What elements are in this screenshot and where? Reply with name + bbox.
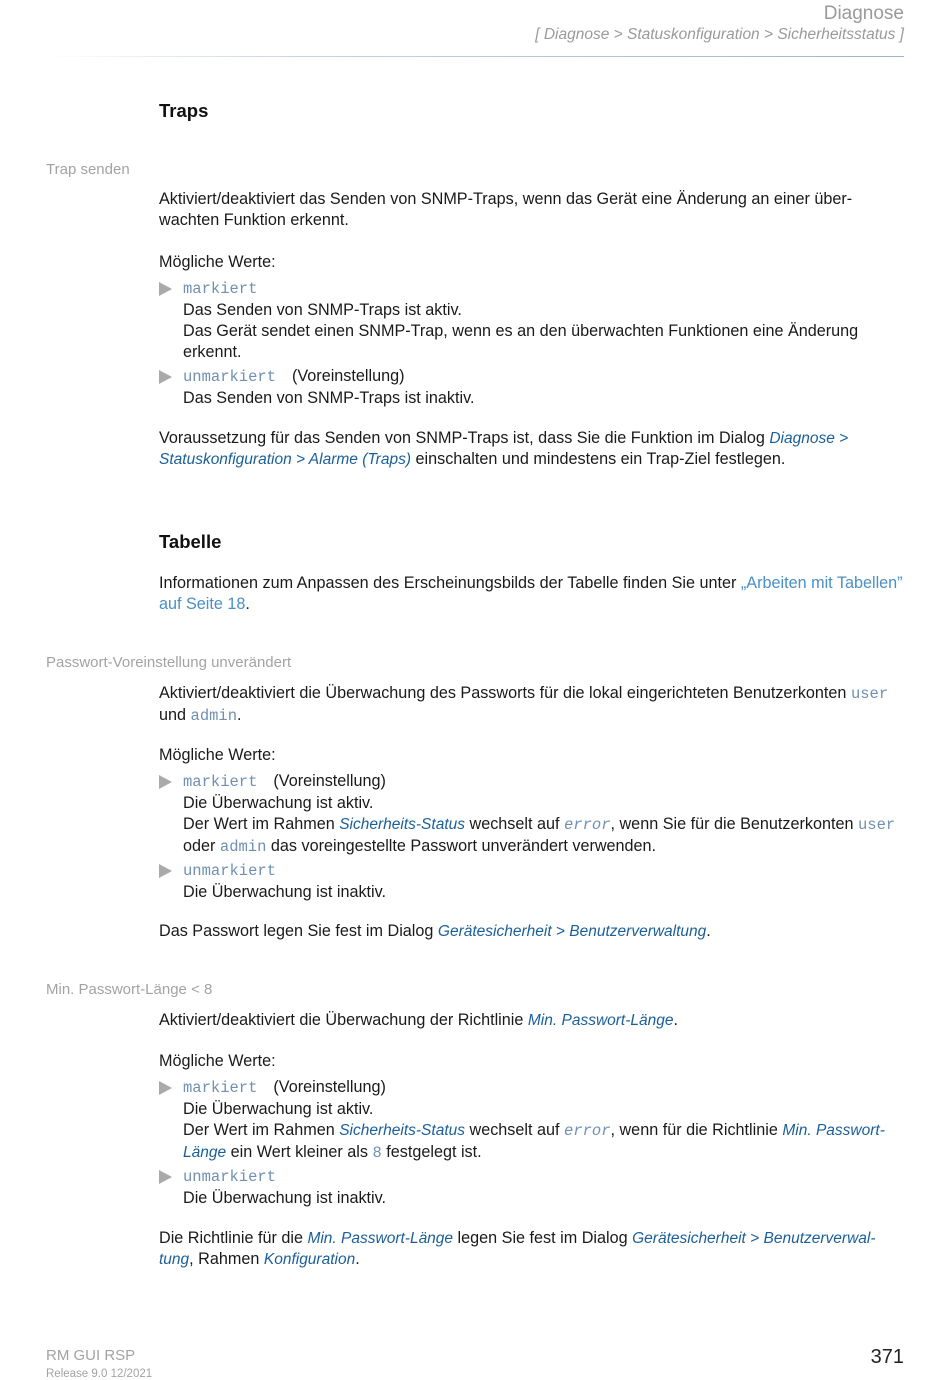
header-divider [46,56,904,57]
bullet-triangle-icon [159,1170,172,1184]
list-item [159,1166,904,1209]
pw-length-footer: Die Richtlinie für die Min. Passwort-Länge legen Sie fest im Dialog Gerätesicherheit > Benutzerverwal-tung, Rahmen Konfiguration. [159,1229,876,1268]
dialog-path-alarme: Alarme (Traps) [308,451,411,468]
value-description: Das Senden von SNMP-Traps ist inaktiv. [183,389,475,407]
trap-intro: Aktiviert/deaktiviert das Senden von SNMP-Traps, wenn das Gerät eine Änderung an einer über-wachten Funktion erkennt. [159,190,853,229]
header-title: Diagnose [823,3,904,24]
value-code: unmarkiert [183,368,277,386]
link-arbeiten-mit-tabellen[interactable]: „Arbeiten mit Tabellen” auf Seite 18 [159,574,903,613]
dialog-path: Diagnose > Statuskonfiguration > [159,430,849,468]
value-code: markiert [183,280,258,298]
pw-length-intro: Aktiviert/deaktiviert die Überwachung der Richtlinie Min. Passwort-Länge. [159,1011,678,1029]
possible-values-label: Mögliche Werte: [159,1052,276,1070]
list-item [159,860,904,903]
possible-values-label: Mögliche Werte: [159,253,276,271]
default-note: (Voreinstellung) [273,1078,386,1096]
value-code: unmarkiert [183,1168,277,1186]
footer-release: Release 9.0 12/2021 [46,1368,153,1380]
list-item [159,278,904,363]
bullet-triangle-icon [159,1081,172,1095]
value-description: Die Überwachung ist inaktiv. [183,883,387,901]
section-heading-tabelle: Tabelle [159,531,222,552]
breadcrumb: [ Diagnose > Statuskonfiguration > Sicherheitsstatus ] [535,26,904,43]
value-description: Der Wert im Rahmen Sicherheits-Status wechselt auf error, wenn Sie für die Benutzerkonten user oder admin das voreingestellte Passwort unverändert verwenden. [183,815,896,856]
bullet-triangle-icon [159,775,172,789]
value-description: Das Gerät sendet einen SNMP-Trap, wenn es an den überwachten Funktionen eine Änderung erkennt. [183,322,859,361]
pw-unchanged-intro: Aktiviert/deaktiviert die Überwachung des Passworts für die lokal eingerichteten Benutzerkonten user und admin. [159,684,889,725]
dialog-path: Gerätesicherheit > Benutzerverwal-tung [159,1230,876,1268]
value-description: Der Wert im Rahmen Sicherheits-Status wechselt auf error, wenn für die Richtlinie Min. Passwort-Länge ein Wert kleiner als 8 festgelegt ist. [183,1121,885,1162]
list-item [159,1077,904,1164]
value-description: Die Überwachung ist inaktiv. [183,1189,387,1207]
value-description: Die Überwachung ist aktiv. [183,794,374,812]
default-note: (Voreinstellung) [292,367,405,385]
footer-document-name: RM GUI RSP [46,1347,136,1364]
trap-prerequisite: Voraussetzung für das Senden von SNMP-Traps ist, dass Sie die Funktion im Dialog Diagnose > Statuskonfiguration > Alarme (Traps) einschalten und mindestens ein Trap-Ziel festlegen. [159,429,849,468]
bullet-triangle-icon [159,370,172,384]
section-heading-traps: Traps [159,100,209,121]
bullet-triangle-icon [159,864,172,878]
bullet-triangle-icon [159,282,172,296]
value-description: Das Senden von SNMP-Traps ist aktiv. [183,301,462,319]
dialog-path: Gerätesicherheit > Benutzerverwaltung [437,923,707,940]
list-item [159,366,904,409]
param-label-min-passwort-laenge: Min. Passwort-Länge < 8 [46,981,213,998]
param-label-passwort-voreinstellung: Passwort-Voreinstellung unverändert [46,654,292,671]
default-note: (Voreinstellung) [273,772,386,790]
value-description: Die Überwachung ist aktiv. [183,1100,374,1118]
value-code: markiert [183,1079,258,1097]
possible-values-label: Mögliche Werte: [159,746,276,764]
value-code: markiert [183,773,258,791]
page-number: 371 [870,1346,904,1368]
tabelle-info: Informationen zum Anpassen des Erscheinungsbilds der Tabelle finden Sie unter „Arbeiten mit Tabellen” auf Seite 18. [159,574,903,613]
param-label-trap-senden: Trap senden [46,161,130,178]
value-code: unmarkiert [183,862,277,880]
pw-unchanged-footer: Das Passwort legen Sie fest im Dialog Gerätesicherheit > Benutzerverwaltung. [159,922,711,940]
list-item [159,771,904,858]
